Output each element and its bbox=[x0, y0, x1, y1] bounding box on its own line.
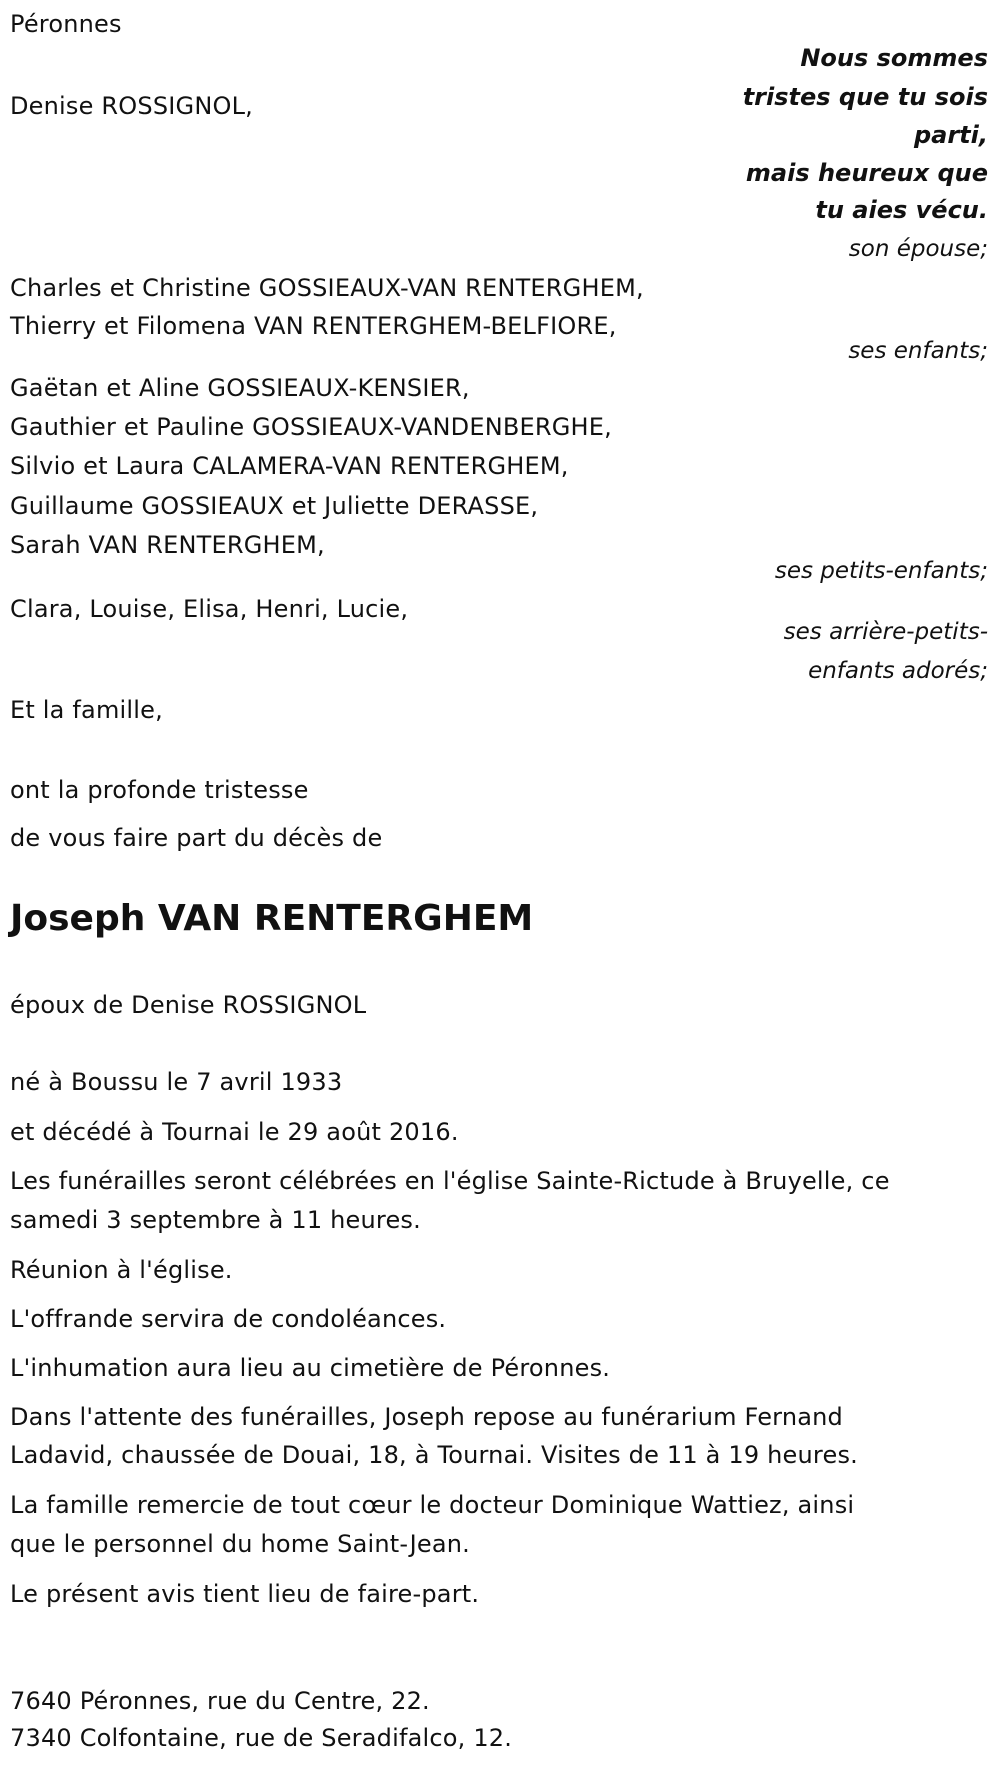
grandchild: Gauthier et Pauline GOSSIEAUX-VANDENBERGHE, bbox=[10, 413, 613, 441]
body-line: Le présent avis tient lieu de faire-part. bbox=[10, 1580, 480, 1608]
grandchildren-role: ses petits-enfants; bbox=[774, 558, 988, 584]
grandchild: Guillaume GOSSIEAUX et Juliette DERASSE, bbox=[10, 492, 539, 520]
great-grandchildren: Clara, Louise, Elisa, Henri, Lucie, bbox=[10, 595, 409, 623]
spouse-of: époux de Denise ROSSIGNOL bbox=[10, 991, 367, 1019]
quote-line: Nous sommes bbox=[800, 44, 988, 72]
spouse: Denise ROSSIGNOL, bbox=[10, 92, 253, 120]
body-line: né à Boussu le 7 avril 1933 bbox=[10, 1068, 343, 1096]
address: 7340 Colfontaine, rue de Seradifalco, 12. bbox=[10, 1724, 513, 1752]
body-line: Les funérailles seront célébrées en l'église Sainte-Rictude à Bruyelle, ce bbox=[10, 1167, 890, 1195]
child: Charles et Christine GOSSIEAUX-VAN RENTERGHEM, bbox=[10, 274, 644, 302]
body-line: que le personnel du home Saint-Jean. bbox=[10, 1530, 471, 1558]
quote-line: tristes que tu sois bbox=[742, 83, 988, 111]
grandchild: Gaëtan et Aline GOSSIEAUX-KENSIER, bbox=[10, 374, 470, 402]
address: 7640 Péronnes, rue du Centre, 22. bbox=[10, 1687, 430, 1715]
body-line: L'inhumation aura lieu au cimetière de Péronnes. bbox=[10, 1354, 611, 1382]
grandchild: Silvio et Laura CALAMERA-VAN RENTERGHEM, bbox=[10, 452, 569, 480]
body-line: et décédé à Tournai le 29 août 2016. bbox=[10, 1118, 459, 1146]
body-line: L'offrande servira de condoléances. bbox=[10, 1305, 447, 1333]
great-grandchildren-role: enfants adorés; bbox=[808, 658, 988, 684]
quote-line: tu aies vécu. bbox=[815, 196, 988, 224]
quote-line: mais heureux que bbox=[745, 159, 988, 187]
family: Et la famille, bbox=[10, 696, 163, 724]
body-line: Réunion à l'église. bbox=[10, 1256, 233, 1284]
quote-line: parti, bbox=[913, 121, 988, 149]
body-line: Dans l'attente des funérailles, Joseph repose au funérarium Fernand bbox=[10, 1403, 843, 1431]
announcement: ont la profonde tristesse bbox=[10, 776, 309, 804]
child: Thierry et Filomena VAN RENTERGHEM-BELFIORE, bbox=[10, 312, 617, 340]
children-role: ses enfants; bbox=[848, 338, 988, 364]
grandchild: Sarah VAN RENTERGHEM, bbox=[10, 531, 325, 559]
deceased-name: Joseph VAN RENTERGHEM bbox=[10, 898, 534, 939]
spouse-role: son épouse; bbox=[848, 236, 988, 262]
body-line: samedi 3 septembre à 11 heures. bbox=[10, 1206, 421, 1234]
body-line: La famille remercie de tout cœur le docteur Dominique Wattiez, ainsi bbox=[10, 1491, 855, 1519]
place: Péronnes bbox=[10, 10, 122, 38]
body-line: Ladavid, chaussée de Douai, 18, à Tournai. Visites de 11 à 19 heures. bbox=[10, 1441, 858, 1469]
great-grandchildren-role: ses arrière-petits- bbox=[783, 619, 988, 645]
announcement: de vous faire part du décès de bbox=[10, 824, 383, 852]
